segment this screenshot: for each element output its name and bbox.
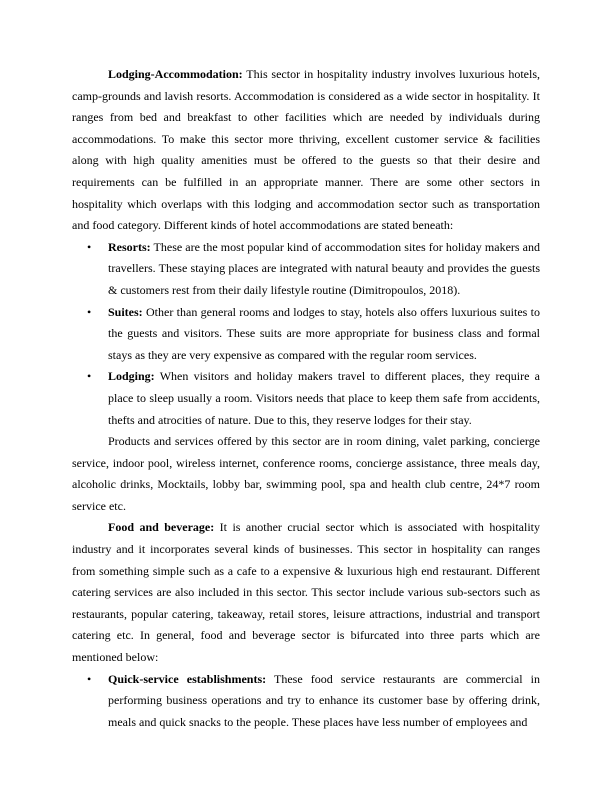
bullet-icon: •: [87, 239, 92, 254]
list-item: [72, 302, 540, 367]
bullet-icon: •: [87, 671, 92, 686]
lodging-paragraph: [72, 64, 540, 237]
bullet-term: Resorts:: [108, 239, 151, 254]
bullet-text: When visitors and holiday makers travel to different places, they require a place to sleep usually a room. Visitors needs that place to keep them safe from accidents, thefts and atrocities of nature. Due to this, they reserve lodges for their stay.: [108, 369, 540, 427]
list-item: [72, 669, 540, 734]
bullet-text: Other than general rooms and lodges to stay, hotels also offers luxurious suites to the guests and visitors. These suits are more appropriate for business class and formal stays as they are very expensive as compared with the regular room services.: [108, 304, 540, 362]
list-item: [72, 366, 540, 431]
bullet-term: Quick-service establishments:: [108, 671, 267, 686]
lodging-heading: Lodging-Accommodation:: [108, 67, 243, 81]
food-bullet-list: [72, 669, 540, 734]
bullet-text: These food service restaurants are commercial in performing business operations and try to enhance its customer base by offering drink, meals and quick snacks to the people. These places have less number of employees and: [108, 671, 540, 729]
products-paragraph: Products and services offered by this sector are in room dining, valet parking, concierge service, indoor pool, wireless internet, conference rooms, concierge assistance, three meals day, alcoholic drinks, Mocktails, lobby bar, swimming pool, spa and health club centre, 24*7 room service etc.: [72, 434, 540, 513]
bullet-term: Lodging:: [108, 369, 155, 384]
food-heading: Food and beverage:: [108, 520, 215, 535]
bullet-text: These are the most popular kind of accommodation sites for holiday makers and travellers. These staying places are integrated with natural beauty and provides the guests & customers rest from their daily lifestyle routine (Dimitropoulos, 2018).: [108, 239, 540, 297]
food-paragraph: [72, 517, 540, 668]
bullet-term: Suites:: [108, 304, 143, 319]
document-page: [72, 64, 540, 733]
list-item: [72, 237, 540, 302]
lodging-bullet-list: [72, 237, 540, 431]
food-intro: It is another crucial sector which is associated with hospitality industry and it incorporates several kinds of businesses. This sector in hospitality can ranges from something simple such as a cafe to a expensive & luxurious high end restaurant. Different catering services are also included in this sector. This sector include various sub-sectors such as restaurants, popular catering, takeaway, retail stores, leisure attractions, industrial and transport catering etc. In general, food and beverage sector is bifurcated into three parts which are mentioned below:: [72, 520, 540, 665]
lodging-intro: This sector in hospitality industry involves luxurious hotels, camp-grounds and lavish resorts. Accommodation is considered as a wide sector in hospitality. It ranges from bed and breakfast to other facilities which are needed by individuals during accommodations. To make this sector more thriving, excellent customer service & facilities along with high quality amenities must be offered to the guests so that their desire and requirements can be fulfilled in an appropriate manner. There are some other sectors in hospitality which overlaps with this lodging and accommodation sector such as transportation and food category. Different kinds of hotel accommodations are stated beneath:: [72, 67, 540, 233]
bullet-icon: •: [87, 304, 92, 319]
bullet-icon: •: [87, 369, 92, 384]
